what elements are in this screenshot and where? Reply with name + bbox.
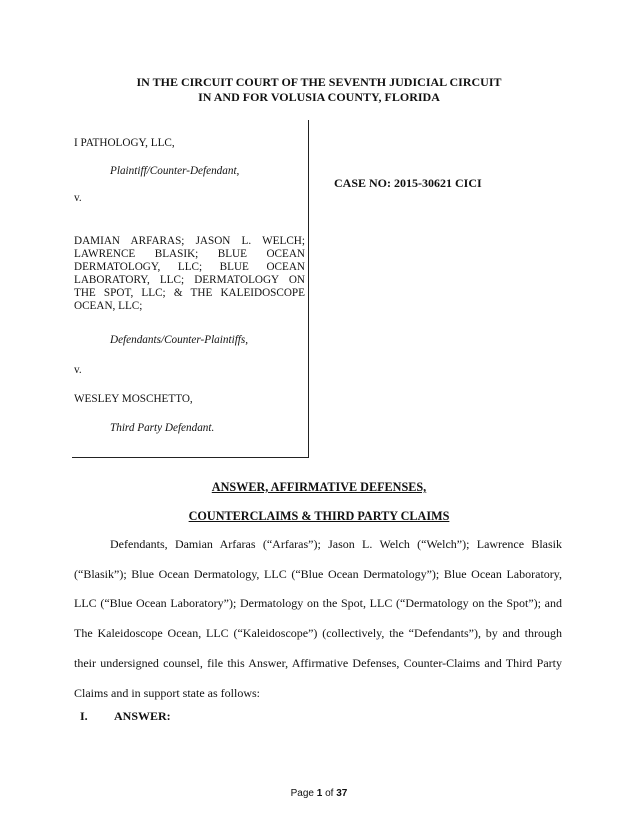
body-paragraph: Defendants, Damian Arfaras (“Arfaras”); Jason L. Welch (“Welch”); Lawrence Blasik (“Blasik”); Blue Ocean Dermatology, LLC (“Blue Ocean Dermatology”); Blue Ocean Laboratory, LLC (“Blue Ocean Laboratory”); Dermatology on the Spot, LLC (“Dermatology on the Spot”); and The Kaleidoscope Ocean, LLC (“Kaleidoscope”) (collectively, the “Defendants”), by and through their undersigned counsel, file this Answer, Affirmative Defenses, Counter-Claims and Third Party Claims and in support state as follows: <box>74 537 562 700</box>
third-party-role: Third Party Defendant. <box>110 422 215 434</box>
defendants-role: Defendants/Counter-Plaintiffs, <box>110 334 249 346</box>
section-title: ANSWER: <box>114 709 171 723</box>
third-party-name: WESLEY MOSCHETTO, <box>74 393 193 405</box>
heading-counterclaims: COUNTERCLAIMS & THIRD PARTY CLAIMS <box>188 509 450 523</box>
plaintiff-name: I PATHOLOGY, LLC, <box>74 137 175 149</box>
case-number: CASE NO: 2015-30621 CICI <box>334 176 482 190</box>
page-current: 1 <box>316 788 323 799</box>
heading-answer: ANSWER, AFFIRMATIVE DEFENSES, <box>211 480 427 494</box>
page-footer <box>0 788 638 799</box>
page-of: of <box>325 788 334 799</box>
page-total: 37 <box>336 788 348 799</box>
defendants-names: DAMIAN ARFARAS; JASON L. WELCH; LAWRENCE BLASIK; BLUE OCEAN DERMATOLOGY, LLC; BLUE OCEAN LABORATORY, LLC; DERMATOLOGY ON THE SPOT, LLC; & THE KALEIDOSCOPE OCEAN, LLC; <box>74 235 305 312</box>
plaintiff-role: Plaintiff/Counter-Defendant, <box>110 165 240 177</box>
versus-2: v. <box>74 364 82 376</box>
court-title <box>60 75 578 105</box>
versus-1: v. <box>74 192 82 204</box>
section-number: I. <box>80 709 88 723</box>
page-label: Page <box>290 788 314 799</box>
section-heading <box>80 709 171 724</box>
court-title-line1: IN THE CIRCUIT COURT OF THE SEVENTH JUDICIAL CIRCUIT <box>136 75 502 89</box>
court-title-line2: IN AND FOR VOLUSIA COUNTY, FLORIDA <box>198 90 440 104</box>
